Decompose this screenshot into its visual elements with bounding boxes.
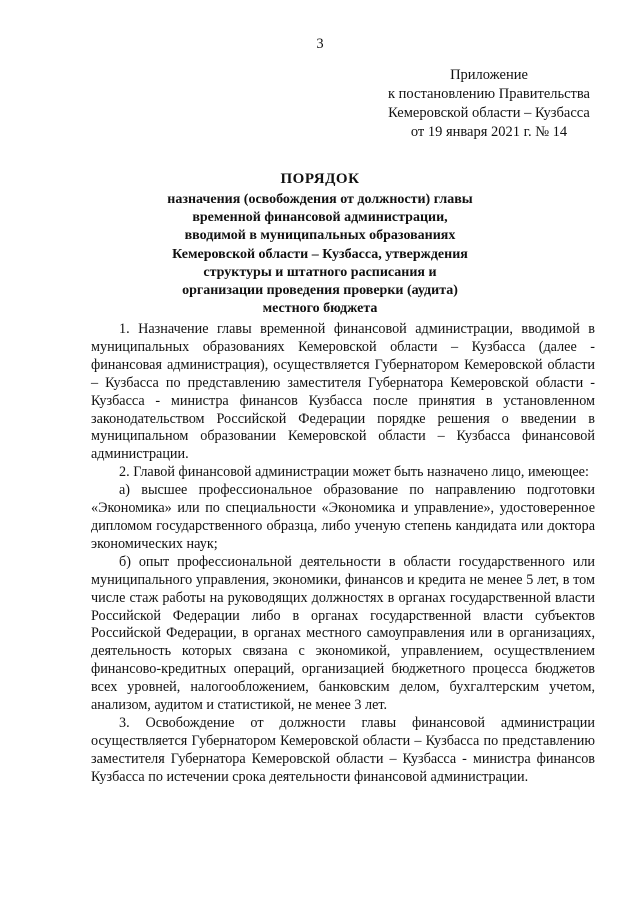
document-body xyxy=(91,321,595,787)
document-title xyxy=(0,170,640,318)
paragraph-1: 1. Назначение главы временной финансовой администрации, вводимой в муниципальных образованиях Кемеровской области – Кузбасса (далее - финансовая администрация), осуществляется Губернатором Кемеровской области – Кузбасса по представлению заместителя Губернатора Кемеровской области - Кузбасса - министра финансов Кузбасса после принятия в установленном законодательством Российской Федерации порядке решения о введении в муниципальном образовании Кемеровской области – Кузбасса финансовой администрации. xyxy=(91,321,595,463)
title-line: временной финансовой администрации, xyxy=(192,210,448,226)
paragraph-2: 2. Главой финансовой администрации может быть назначено лицо, имеющее: xyxy=(119,464,589,481)
appendix-line: к постановлению Правительства xyxy=(388,86,590,102)
title-line: назначения (освобождения от должности) главы xyxy=(167,192,473,207)
paragraph-3: 3. Освобождение от должности главы финансовой администрации осуществляется Губернатором Кемеровской области – Кузбасса по представлению заместителя Губернатора Кемеровской области – Кузбасса - министра финансов Кузбасса по истечении срока деятельности финансовой администрации. xyxy=(91,714,595,785)
appendix-line: Приложение xyxy=(450,67,528,83)
appendix-line: от 19 января 2021 г. № 14 xyxy=(410,124,568,140)
appendix-note xyxy=(376,66,602,142)
title-line: структуры и штатного расписания и xyxy=(203,264,437,280)
title-line: местного бюджета xyxy=(262,301,378,317)
title-heading: ПОРЯДОК xyxy=(280,171,360,187)
title-line: организации проведения проверки (аудита) xyxy=(182,283,458,299)
paragraph-2b: б) опыт профессиональной деятельности в области государственного или муниципального управления, экономики, финансов и кредита не менее 5 лет, в том числе стаж работы на руководящих должностях в органах государственной власти Российской Федерации либо в органах государственной власти субъектов Российской Федерации, в органах местного самоуправления или в организациях, деятельность которых связана с экономикой, управлением, осуществлением финансово-кредитных операций, организацией бюджетного процесса бюджетов всех уровней, налогообложением, банковским делом, бухгалтерским учетом, анализом, аудитом и статистикой, не менее 3 лет. xyxy=(91,553,595,714)
title-line: вводимой в муниципальных образованиях xyxy=(184,228,456,244)
title-line: Кемеровской области – Кузбасса, утверждения xyxy=(172,246,468,262)
paragraph-2a: а) высшее профессиональное образование по направлению подготовки «Экономика» или по специальности «Экономика и управление», удостоверенное дипломом государственного образца, либо ученую степень кандидата или доктора экономических наук; xyxy=(91,482,595,552)
appendix-line: Кемеровской области – Кузбасса xyxy=(388,105,590,121)
page-number: 3 xyxy=(316,36,324,52)
